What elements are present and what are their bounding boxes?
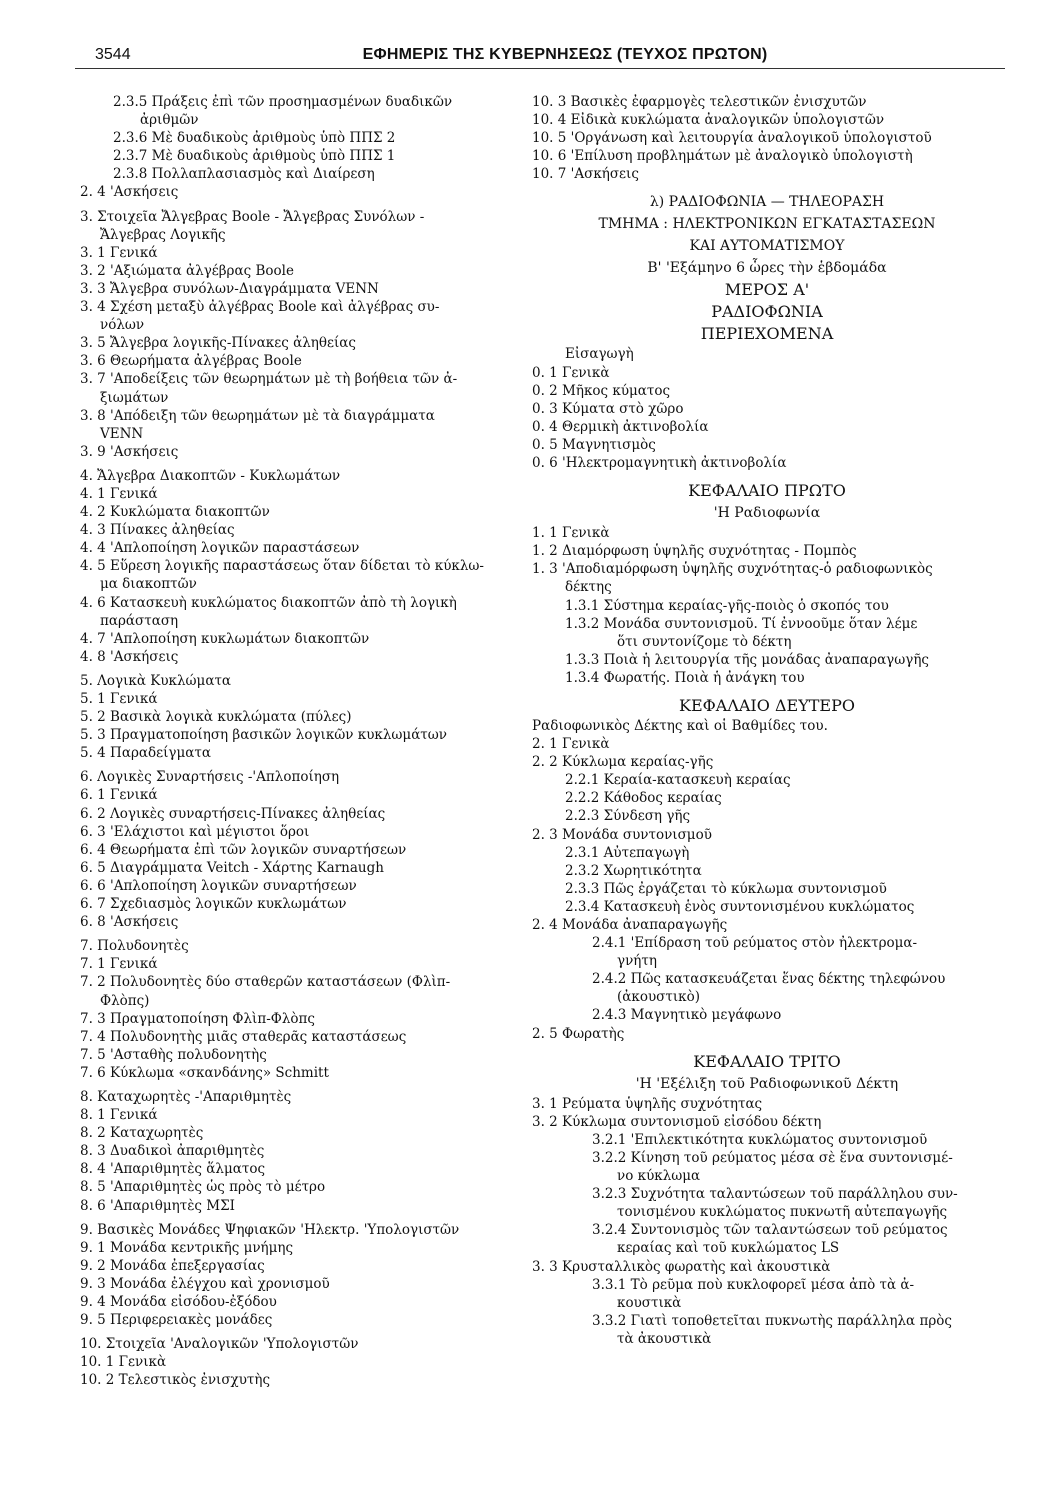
- part-heading: ΜΕΡΟΣ Α': [724, 280, 810, 300]
- right-column: [532, 93, 1002, 1348]
- toc-entry: 9. 4 Μονάδα εἰσόδου-ἐξόδου: [80, 1294, 277, 1310]
- toc-section: 3. Στοιχεῖα Ἄλγεβρας Boole - Ἄλγεβρας Συνόλων -: [80, 208, 425, 225]
- toc-entry-cont: Φλὸπς): [100, 992, 150, 1009]
- toc-entry-cont: VENN: [100, 425, 144, 442]
- toc-entry: 2.3.8 Πολλαπλασιασμὸς καὶ Διαίρεση: [113, 166, 375, 183]
- toc-entry: 1. 1 Γενικὰ: [532, 525, 610, 542]
- toc-entry: 10. 1 Γενικὰ: [80, 1354, 167, 1371]
- toc-entry: 4. 6 Κατασκευὴ κυκλώματος διακοπτῶν ἀπὸ τὴ λογικὴ: [80, 594, 457, 611]
- toc-entry: 3. 8 'Απόδειξη τῶν θεωρημάτων μὲ τὰ διαγράμματα: [80, 407, 435, 424]
- toc-entry: 10. 2 Τελεστικὸς ἐνισχυτὴς: [80, 1372, 271, 1389]
- toc-entry: 0. 4 Θερμικὴ ἀκτινοβολία: [532, 418, 709, 435]
- left-column: [80, 93, 525, 1389]
- department-heading-cont: ΚΑΙ ΑΥΤΟΜΑΤΙΣΜΟΥ: [689, 238, 845, 255]
- toc-entry: 3. 2 Κύκλωμα συντονισμοῦ εἰσόδου δέκτη: [532, 1113, 822, 1130]
- toc-entry: 3. 9 'Ασκήσεις: [80, 443, 179, 460]
- toc-entry: 8. 5 'Απαριθμητὲς ὡς πρὸς τὸ μέτρο: [80, 1179, 326, 1196]
- toc-entry-cont: γνήτη: [617, 953, 657, 970]
- journal-title: ΕΦΗΜΕΡΙΣ ΤΗΣ ΚΥΒΕΡΝΗΣΕΩΣ (ΤΕΥΧΟΣ ΠΡΩΤΟΝ): [362, 46, 768, 63]
- toc-entry: 5. 2 Βασικὰ λογικὰ κυκλώματα (πύλες): [80, 709, 352, 726]
- toc-entry: 2. 4 Μονάδα ἀναπαραγωγῆς: [532, 917, 728, 933]
- toc-entry-cont: (ἀκουστικὸ): [617, 989, 700, 1006]
- toc-entry: 8. 6 'Απαριθμητὲς ΜΣΙ: [80, 1197, 235, 1214]
- toc-entry: 7. 6 Κύκλωμα «σκανδάνης» Schmitt: [80, 1064, 329, 1081]
- toc-entry: 8. 3 Δυαδικοὶ ἀπαριθμητὲς: [80, 1143, 265, 1160]
- toc-entry: 2. 1 Γενικὰ: [532, 736, 610, 753]
- toc-entry-cont: δέκτης: [565, 579, 612, 596]
- page-number: 3544: [95, 46, 131, 63]
- toc-entry: 3.3.1 Τὸ ρεῦμα ποὺ κυκλοφορεῖ μέσα ἀπὸ τὰ ἀ-: [592, 1276, 915, 1293]
- toc-entry-cont: τὰ ἀκουστικὰ: [617, 1330, 712, 1347]
- toc-entry: 2.4.3 Μαγνητικὸ μεγάφωνο: [592, 1007, 782, 1024]
- toc-entry: 2. 3 Μονάδα συντονισμοῦ: [532, 826, 712, 843]
- toc-section: 8. Καταχωρητὲς -'Απαριθμητὲς: [80, 1088, 292, 1105]
- toc-entry: 6. 7 Σχεδιασμὸς λογικῶν κυκλωμάτων: [80, 896, 347, 913]
- toc-entry: 4. 4 'Απλοποίηση λογικῶν παραστάσεων: [80, 540, 360, 557]
- toc-entry: 7. 2 Πολυδονητὲς δύο σταθερῶν καταστάσεων (Φλὶπ-: [80, 974, 451, 991]
- toc-entry: 3. 1 Ρεύματα ὑψηλῆς συχνότητας: [532, 1095, 763, 1112]
- toc-section: 7. Πολυδονητὲς: [80, 938, 189, 955]
- department-heading: ΤΜΗΜΑ : ΗΛΕΚΤΡΟΝΙΚΩΝ ΕΓΚΑΤΑΣΤΑΣΕΩΝ: [598, 216, 936, 233]
- part-title: ΡΑΔΙΟΦΩΝΙΑ: [711, 302, 823, 322]
- toc-entry: 5. 3 Πραγματοποίηση βασικῶν λογικῶν κυκλωμάτων: [80, 727, 447, 744]
- toc-entry: 8. 1 Γενικά: [80, 1107, 158, 1124]
- toc-entry: 6. 6 'Απλοποίηση λογικῶν συναρτήσεων: [80, 877, 357, 894]
- toc-entry: 2.4.2 Πῶς κατασκευάζεται ἕνας δέκτης τηλεφώνου: [592, 971, 946, 988]
- toc-entry: 6. 4 Θεωρήματα ἐπὶ τῶν λογικῶν συναρτήσεων: [80, 841, 407, 858]
- toc-section: 4. Ἄλγεβρα Διακοπτῶν - Κυκλωμάτων: [80, 467, 341, 484]
- toc-section: 10. Στοιχεῖα 'Αναλογικῶν 'Υπολογιστῶν: [80, 1336, 359, 1353]
- toc-entry: 6. 2 Λογικὲς συναρτήσεις-Πίνακες ἀληθείας: [80, 805, 386, 822]
- toc-entry: 2.2.2 Κάθοδος κεραίας: [565, 790, 722, 807]
- toc-entry: 3. 2 'Αξιώματα ἀλγέβρας Boole: [80, 262, 294, 279]
- toc-entry: 10. 7 'Ασκήσεις: [532, 166, 639, 183]
- toc-entry-cont: ἀριθμῶν: [140, 112, 199, 129]
- chapter-heading: ΚΕΦΑΛΑΙΟ ΔΕΥΤΕΡΟ: [679, 695, 855, 715]
- chapter-heading: ΚΕΦΑΛΑΙΟ ΤΡΙΤΟ: [693, 1051, 841, 1071]
- toc-entry: 2.3.1 Αὐτεπαγωγὴ: [565, 844, 690, 861]
- toc-entry: 1. 2 Διαμόρφωση ὑψηλῆς συχνότητας - Πομπὸς: [532, 543, 857, 560]
- toc-entry: 2.3.7 Μὲ δυαδικοὺς ἀριθμοὺς ὑπὸ ΠΠΣ 1: [113, 148, 396, 165]
- toc-entry: 2.2.1 Κεραία-κατασκευὴ κεραίας: [565, 772, 791, 789]
- toc-entry: 3. 4 Σχέση μεταξὺ ἀλγέβρας Boole καὶ ἀλγέβρας συ-: [80, 299, 440, 316]
- toc-entry: 6. 1 Γενικά: [80, 787, 158, 804]
- toc-entry-cont: μα διακοπτῶν: [100, 576, 197, 593]
- toc-entry: 3.2.1 'Επιλεκτικότητα κυκλώματος συντονισμοῦ: [592, 1131, 928, 1148]
- toc-entry: 2. 2 Κύκλωμα κεραίας-γῆς: [532, 754, 714, 771]
- toc-entry: 4. 1 Γενικά: [80, 485, 158, 502]
- toc-entry: 2.4.1 'Επίδραση τοῦ ρεύματος στὸν ἠλεκτρομα-: [592, 935, 918, 952]
- toc-entry: 0. 3 Κύματα στὸ χῶρο: [532, 400, 684, 417]
- toc-entry: 3.2.2 Κίνηση τοῦ ρεύματος μέσα σὲ ἕνα συντονισμέ-: [592, 1149, 953, 1166]
- toc-entry: 6. 3 'Ελάχιστοι καὶ μέγιστοι ὅροι: [80, 823, 310, 840]
- toc-entry: 7. 3 Πραγματοποίηση Φλὶπ-Φλὸπς: [80, 1010, 315, 1027]
- toc-entry: 0. 2 Μῆκος κύματος: [532, 382, 671, 399]
- toc-entry: 1. 3 'Αποδιαμόρφωση ὑψηλῆς συχνότητας-ὁ ραδιοφωνικὸς: [532, 561, 933, 578]
- toc-entry-cont: νόλων: [100, 317, 145, 334]
- toc-section: 9. Βασικὲς Μονάδες Ψηφιακῶν 'Ηλεκτρ. 'Υπολογιστῶν: [80, 1221, 460, 1238]
- subject-heading: λ) ΡΑΔΙΟΦΩΝΙΑ — ΤΗΛΕΟΡΑΣΗ: [649, 194, 885, 211]
- toc-entry: 3. 1 Γενικά: [80, 244, 158, 261]
- toc-entry: 9. 5 Περιφερειακὲς μονάδες: [80, 1312, 273, 1329]
- toc-entry: 2. 4 'Ασκήσεις: [80, 184, 179, 201]
- toc-entry: 3. 5 Ἄλγεβρα λογικῆς-Πίνακες ἀληθείας: [80, 335, 356, 352]
- toc-entry: 8. 4 'Απαριθμητὲς ἅλματος: [80, 1161, 266, 1178]
- toc-entry: 3. 6 Θεωρήματα ἀλγέβρας Boole: [80, 353, 302, 370]
- toc-entry-cont: παράσταση: [100, 612, 179, 629]
- toc-entry: 6. 8 'Ασκήσεις: [80, 914, 179, 931]
- chapter-heading: ΚΕΦΑΛΑΙΟ ΠΡΩΤΟ: [688, 481, 846, 501]
- toc-entry: 4. 5 Εὕρεση λογικῆς παραστάσεως ὅταν δίδεται τὸ κύκλω-: [80, 558, 484, 575]
- toc-entry: 5. 1 Γενικά: [80, 691, 158, 707]
- toc-entry: 1.3.1 Σύστημα κεραίας-γῆς-ποιὸς ὁ σκοπός του: [565, 597, 889, 614]
- toc-entry: 3. 7 'Αποδείξεις τῶν θεωρημάτων μὲ τὴ βοήθεια τῶν ἀ-: [80, 371, 458, 388]
- toc-section: 6. Λογικὲς Συναρτήσεις -'Απλοποίηση: [80, 769, 340, 786]
- toc-entry-cont: τονισμένου κυκλώματος πυκνωτῆ αὐτεπαγωγῆς: [617, 1204, 948, 1221]
- toc-entry-cont: Ἄλγεβρας Λογικῆς: [100, 226, 226, 243]
- toc-entry: 4. 2 Κυκλώματα διακοπτῶν: [80, 504, 270, 521]
- chapter-subtitle: 'Η 'Εξέλιξη τοῦ Ραδιοφωνικοῦ Δέκτη: [635, 1075, 899, 1092]
- toc-entry: 2.3.3 Πῶς ἐργάζεται τὸ κύκλωμα συντονισμοῦ: [565, 880, 887, 897]
- toc-entry: 6. 5 Διαγράμματα Veitch - Χάρτης Karnaugh: [80, 859, 384, 876]
- toc-section: 5. Λογικὰ Κυκλώματα: [80, 672, 232, 689]
- toc-entry: 1.3.4 Φωρατής. Ποιὰ ἡ ἀνάγκη του: [565, 669, 805, 686]
- toc-entry: 8. 2 Καταχωρητὲς: [80, 1125, 204, 1142]
- toc-entry: 10. 4 Εἰδικὰ κυκλώματα ἀναλογικῶν ὑπολογιστῶν: [532, 112, 885, 129]
- toc-entry: 2.3.5 Πράξεις ἐπὶ τῶν προσημασμένων δυαδικῶν: [113, 94, 453, 110]
- semester-note: Β' 'Εξάμηνο 6 ὧρες τὴν ἑβδομάδα: [647, 260, 887, 277]
- toc-entry: Ραδιοφωνικὸς Δέκτης καὶ οἱ Βαθμίδες του.: [532, 717, 828, 734]
- toc-entry-cont: κεραίας καὶ τοῦ κυκλώματος LS: [617, 1240, 840, 1257]
- toc-entry: 0. 6 'Ηλεκτρομαγνητικὴ ἀκτινοβολία: [532, 455, 787, 472]
- contents-heading: ΠΕΡΙΕΧΟΜΕΝΑ: [700, 324, 834, 344]
- toc-entry: 3. 3 Ἄλγεβρα συνόλων-Διαγράμματα VENN: [80, 280, 379, 297]
- toc-entry: 0. 1 Γενικὰ: [532, 364, 610, 381]
- toc-entry: Εἰσαγωγὴ: [565, 346, 634, 363]
- toc-entry: 0. 5 Μαγνητισμὸς: [532, 436, 656, 453]
- toc-entry: 2.3.4 Κατασκευὴ ἑνὸς συντονισμένου κυκλώματος: [565, 898, 915, 915]
- toc-entry: 9. 1 Μονάδα κεντρικῆς μνήμης: [80, 1239, 294, 1256]
- toc-entry: 1.3.3 Ποιὰ ἡ λειτουργία τῆς μονάδας ἀναπαραγωγῆς: [565, 651, 929, 668]
- toc-entry: 10. 6 'Επίλυση προβλημάτων μὲ ἀναλογικὸ ὑπολογιστὴ: [532, 148, 913, 165]
- toc-entry: 3. 3 Κρυσταλλικὸς φωρατὴς καὶ ἀκουστικὰ: [532, 1258, 831, 1275]
- toc-entry: 2.2.3 Σύνδεση γῆς: [565, 808, 691, 825]
- toc-entry: 4. 7 'Απλοποίηση κυκλωμάτων διακοπτῶν: [80, 630, 370, 647]
- toc-entry: 2.3.6 Μὲ δυαδικοὺς ἀριθμοὺς ὑπὸ ΠΠΣ 2: [113, 130, 396, 147]
- toc-entry: 1.3.2 Μονάδα συντονισμοῦ. Τί ἐννοοῦμε ὅταν λέμε: [565, 615, 918, 632]
- toc-entry: 7. 1 Γενικά: [80, 956, 158, 973]
- toc-entry: 4. 8 'Ασκήσεις: [80, 648, 179, 665]
- toc-entry: 7. 4 Πολυδονητὴς μιᾶς σταθερᾶς καταστάσεως: [80, 1028, 407, 1045]
- toc-entry: 9. 3 Μονάδα ἐλέγχου καὶ χρονισμοῦ: [80, 1275, 330, 1292]
- toc-entry: 7. 5 'Ασταθὴς πολυδονητὴς: [80, 1046, 267, 1063]
- toc-entry: 3.3.2 Γιατὶ τοποθετεῖται πυκνωτὴς παράλληλα πρὸς: [592, 1312, 952, 1329]
- page-header: [75, 44, 1005, 69]
- toc-entry-cont: κουστικὰ: [617, 1294, 682, 1311]
- chapter-subtitle: 'Η Ραδιοφωνία: [713, 505, 821, 522]
- toc-entry-cont: νο κύκλωμα: [617, 1168, 701, 1185]
- toc-entry: 9. 2 Μονάδα ἐπεξεργασίας: [80, 1257, 265, 1274]
- toc-entry: 3.2.3 Συχνότητα ταλαντώσεων τοῦ παράλληλου συν-: [592, 1186, 958, 1203]
- toc-entry-cont: ξιωμάτων: [100, 389, 169, 406]
- toc-entry: 2.3.2 Χωρητικότητα: [565, 862, 702, 879]
- toc-entry: 2. 5 Φωρατὴς: [532, 1025, 625, 1042]
- toc-entry: 4. 3 Πίνακες ἀληθείας: [80, 522, 235, 539]
- toc-entry: 3.2.4 Συντονισμὸς τῶν ταλαντώσεων τοῦ ρεύματος: [592, 1222, 948, 1239]
- toc-entry: 10. 3 Βασικὲς ἐφαρμογὲς τελεστικῶν ἐνισχυτῶν: [532, 94, 867, 110]
- toc-entry: 5. 4 Παραδείγματα: [80, 745, 211, 762]
- toc-entry-cont: ὅτι συντονίζομε τὸ δέκτη: [617, 633, 792, 650]
- toc-entry: 10. 5 'Οργάνωση καὶ λειτουργία ἀναλογικοῦ ὑπολογιστοῦ: [532, 130, 932, 147]
